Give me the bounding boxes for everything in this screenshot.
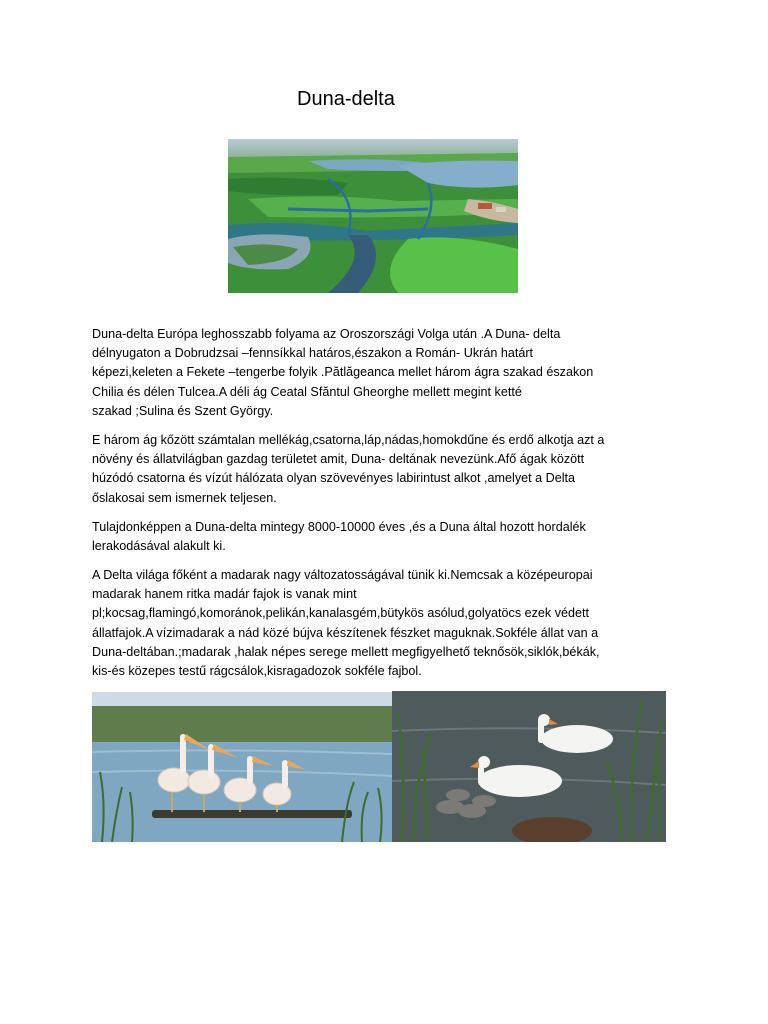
swans-photo bbox=[392, 691, 666, 842]
paragraph-1: Duna-delta Európa leghosszabb folyama az Oroszországi Volga után .A Duna- delta délnyugaton a Dobrudzsai –fennsíkkal határos,északon a Román- Ukrán határt képezi,keleten a Fekete –tengerbe folyik .Pătlăgeanca mellet három ágra szakad északon Chilia és délen Tulcea.A déli ág Ceatal Sfăntul Gheorghe mellett megint ketté szakad ;Sulina és Szent György. bbox=[92, 327, 594, 418]
paragraph-4: A Delta világa főként a madarak nagy változatosságával tünik ki.Nemcsak a középeuropai madarak hanem ritka madár fajok is vanak mint pl;kocsag,flamingó,komoránok,pelikán,kanalasgém,bütykös asólud,golyatöcs ezek védett állatfajok.A vízimadarak a nád közé bújva készítenek fészket maguknak.Sokféle állat van a Duna-deltában.;madarak ,halak népes serege mellett megfigyelhető teknősök,siklók,békák, kis-és közepes testű rágcsálok,kisragadozok sokféle fajbol. bbox=[92, 568, 600, 679]
paragraph-2: E három ág kőzött számtalan mellékág,csatorna,láp,nádas,homokdűne és erdő alkotja azt a növény és állatvilágban gazdag területet amit, Duna- deltának nevezünk.Afő ágak között húzódó csatorna és vízút hálózata olyan szövevényes labirintust alkot ,amelyet a Delta őslakosai sem ismernek teljesen. bbox=[92, 433, 605, 505]
paragraph-3: Tulajdonképpen a Duna-delta mintegy 8000-10000 éves ,és a Duna által hozott hordalék lerakodásával alakult ki. bbox=[92, 520, 586, 554]
document-title: Duna-delta bbox=[297, 88, 395, 110]
delta-aerial-photo bbox=[228, 139, 518, 293]
pelicans-photo bbox=[92, 692, 392, 842]
